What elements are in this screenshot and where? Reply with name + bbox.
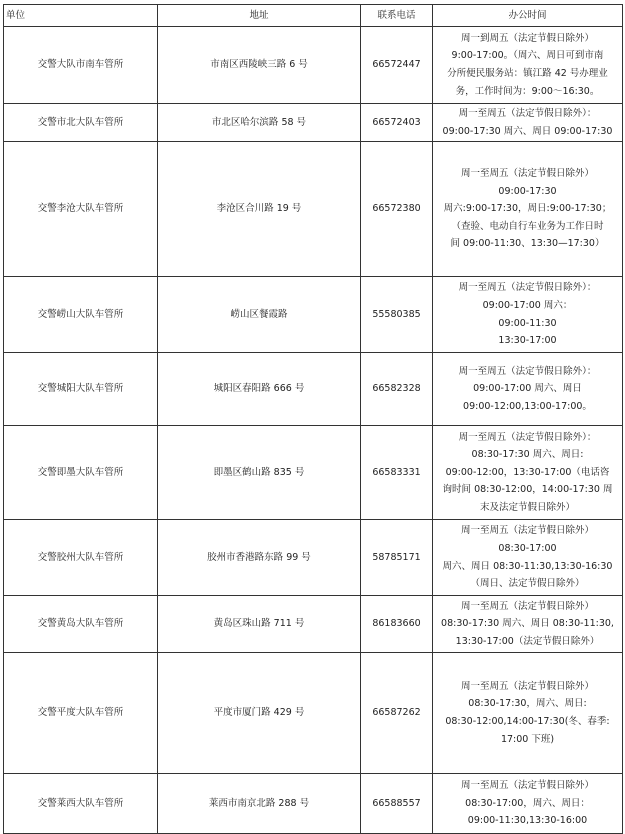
header-unit: 单位	[4, 5, 158, 27]
hours-line: 周六、周日 08:30-11:30,13:30-16:30	[442, 560, 613, 572]
address-cell: 市北区哈尔滨路 58 号	[158, 104, 361, 142]
hours-line: （周日、法定节假日除外）	[470, 578, 585, 590]
table-row	[4, 104, 623, 142]
address-cell: 莱西市南京北路 288 号	[158, 774, 361, 834]
hours-line: 08:30-17:00，周六、周日：	[465, 797, 590, 809]
header-hours: 办公时间	[433, 5, 623, 27]
table-row	[4, 520, 623, 596]
hours-line: 末及法定节假日除外）	[479, 501, 575, 513]
table-row	[4, 426, 623, 520]
hours-line: 务，工作时间为：9:00～16:30。	[455, 85, 600, 97]
phone-cell: 66583331	[361, 426, 433, 520]
hours-line: 08:30-17:30，周六、周日:	[468, 698, 587, 710]
unit-cell: 交警李沧大队车管所	[4, 142, 158, 277]
hours-line: 分所便民服务站：镇江路 42 号办理业	[447, 68, 608, 79]
hours-cell	[433, 426, 623, 520]
hours-line: 周六:9:00-17:30，周日:9:00-17:30；	[443, 203, 612, 215]
table-row	[4, 774, 623, 834]
phone-cell: 66587262	[361, 653, 433, 774]
unit-cell: 交警市北大队车管所	[4, 104, 158, 142]
hours-line: 间 09:00-11:30、13:30—17:30）	[450, 238, 605, 250]
header-row	[4, 5, 623, 27]
unit-cell: 交警黄岛大队车管所	[4, 596, 158, 653]
unit-cell: 交警胶州大队车管所	[4, 520, 158, 596]
hours-line: 周一至周五（法定节假日除外）	[460, 680, 594, 692]
hours-line: 13:30-17:00（法定节假日除外）	[455, 635, 600, 647]
address-cell: 城阳区春阳路 666 号	[158, 353, 361, 426]
header-address: 地址	[158, 5, 361, 27]
phone-cell: 58785171	[361, 520, 433, 596]
address-cell: 胶州市香港路东路 99 号	[158, 520, 361, 596]
hours-line: 周一到周五（法定节假日除外）	[460, 32, 594, 44]
address-cell: 李沧区合川路 19 号	[158, 142, 361, 277]
hours-cell	[433, 653, 623, 774]
hours-line: 09:00-17:30 周六、周日 09:00-17:30	[442, 125, 613, 137]
phone-cell: 86183660	[361, 596, 433, 653]
hours-cell	[433, 596, 623, 653]
address-cell: 崂山区餐霞路	[158, 277, 361, 353]
hours-line: 09:00-17:30	[498, 185, 557, 197]
unit-cell: 交警平度大队车管所	[4, 653, 158, 774]
unit-cell: 交警崂山大队车管所	[4, 277, 158, 353]
table-row	[4, 653, 623, 774]
phone-cell: 66572380	[361, 142, 433, 277]
phone-cell: 66572403	[361, 104, 433, 142]
hours-cell	[433, 774, 623, 834]
phone-cell: 66582328	[361, 353, 433, 426]
hours-line: 09:00-11:30	[498, 317, 557, 329]
office-hours-table	[3, 4, 623, 834]
table-row	[4, 27, 623, 104]
hours-line: 09:00-11:30,13:30-16:00	[467, 815, 588, 827]
address-cell: 黄岛区珠山路 711 号	[158, 596, 361, 653]
phone-cell: 66588557	[361, 774, 433, 834]
header-phone: 联系电话	[361, 5, 433, 27]
hours-line: 09:00-12:00，13:30-17:00（电话咨	[445, 466, 610, 478]
hours-line: 9:00-17:00。（周六、周日可到市南	[451, 50, 604, 62]
hours-line: 询时间 08:30-12:00，14:00-17:30 周	[442, 484, 613, 496]
hours-cell	[433, 353, 623, 426]
phone-cell: 66572447	[361, 27, 433, 104]
hours-line: 周一至周五（法定节假日除外）：	[458, 431, 597, 443]
hours-cell	[433, 520, 623, 596]
unit-cell: 交警莱西大队车管所	[4, 774, 158, 834]
hours-line: 周一至周五（法定节假日除外）：	[458, 282, 597, 294]
hours-line: 08:30-17:30 周六、周日:	[471, 449, 584, 461]
address-cell: 平度市厦门路 429 号	[158, 653, 361, 774]
hours-line: 周一至周五（法定节假日除外）	[460, 168, 594, 180]
hours-line: 17:00 下班)	[500, 733, 555, 745]
hours-line: 周一至周五（法定节假日除外）：	[458, 107, 597, 119]
unit-cell: 交警即墨大队车管所	[4, 426, 158, 520]
table-row	[4, 596, 623, 653]
hours-line: （查验、电动自行车业务为工作日时	[451, 220, 604, 232]
hours-cell	[433, 104, 623, 142]
hours-line: 13:30-17:00	[498, 335, 557, 347]
hours-line: 周一至周五（法定节假日除外）	[460, 600, 594, 612]
address-cell: 市南区西陵峡三路 6 号	[158, 27, 361, 104]
hours-line: 08:30-17:00	[498, 542, 557, 554]
hours-line: 08:30-17:30 周六、周日 08:30-11:30,	[441, 618, 614, 630]
hours-line: 09:00-12:00,13:00-17:00。	[463, 400, 592, 412]
hours-line: 09:00-17:00 周六、周日	[473, 383, 582, 395]
table-row	[4, 277, 623, 353]
table-row	[4, 353, 623, 426]
hours-line: 周一至周五（法定节假日除外）：	[458, 365, 597, 377]
hours-line: 周一至周五（法定节假日除外）	[460, 780, 594, 792]
address-cell: 即墨区鹤山路 835 号	[158, 426, 361, 520]
hours-cell	[433, 142, 623, 277]
unit-cell: 交警大队市南车管所	[4, 27, 158, 104]
unit-cell: 交警城阳大队车管所	[4, 353, 158, 426]
hours-cell	[433, 27, 623, 104]
table-row	[4, 142, 623, 277]
hours-cell	[433, 277, 623, 353]
hours-line: 周一至周五（法定节假日除外）	[460, 525, 594, 537]
hours-line: 08:30-12:00,14:00-17:30(冬、春季:	[445, 716, 610, 727]
phone-cell: 55580385	[361, 277, 433, 353]
hours-line: 09:00-17:00 周六：	[482, 299, 573, 311]
